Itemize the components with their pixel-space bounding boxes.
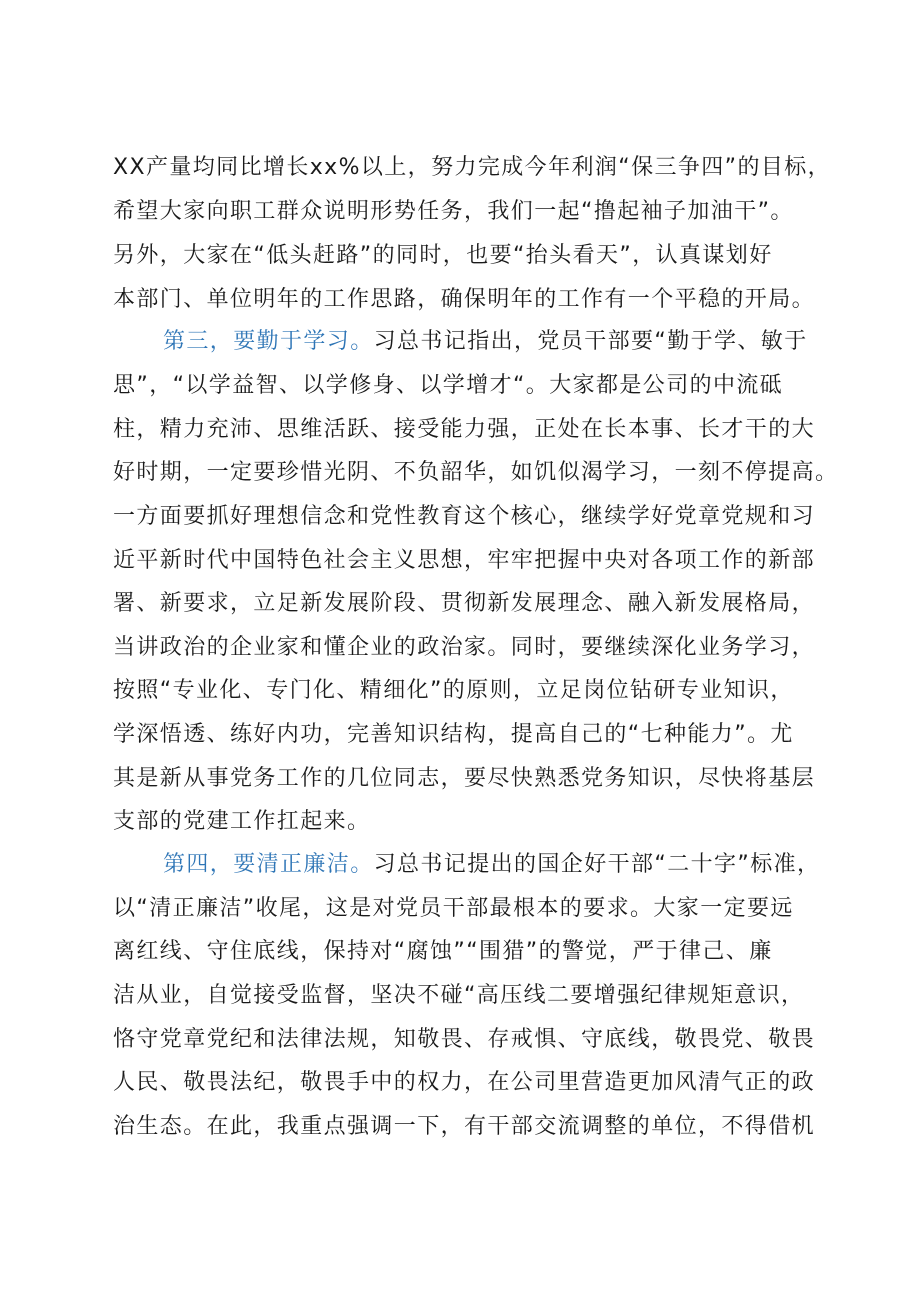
- text-line: 支部的党建工作扛起来。: [113, 809, 371, 834]
- text-line: 恪守党章党纪和法律法规，知敬畏、存戒惧、守底线，敬畏党、敬畏: [113, 1027, 816, 1052]
- text-line: 学深悟透、练好内功，完善知识结构，提高自己的“七种能力”。尤: [113, 722, 794, 747]
- text-line: 本部门、单位明年的工作思路，确保明年的工作有一个平稳的开局。: [113, 287, 816, 312]
- text-line-content: 习总书记提出的国企好干部“二十字”标准，: [373, 852, 821, 877]
- text-line: 其是新从事党务工作的几位同志，要尽快熟悉党务知识，尽快将基层: [113, 766, 816, 791]
- section-three-line: [163, 322, 833, 362]
- text-line: 一方面要抓好理想信念和党性教育这个核心，继续学好党章党规和习: [113, 504, 816, 529]
- text-line: 人民、敬畏法纪，敬畏手中的权力，在公司里营造更加风清气正的政: [113, 1070, 816, 1095]
- section-three-heading: 第三，要勤于学习。: [163, 329, 374, 354]
- text-line: 好时期，一定要珍惜光阴、不负韶华，如饥似渴学习，一刻不停提高。: [113, 460, 839, 485]
- text-line: XX产量均同比增长xx%以上，努力完成今年利润“保三争四”的目标，: [113, 155, 832, 180]
- text-line: 思”，“以学益智、以学修身、以学增才“。大家都是公司的中流砥: [113, 373, 784, 398]
- text-line: 洁从业，自觉接受监督，坚决不碰“高压线二要增强纪律规矩意识，: [113, 983, 805, 1008]
- text-line: 以“清正廉洁”收尾，这是对党员干部最根本的要求。大家一定要远: [113, 896, 794, 921]
- text-line: 署、新要求，立足新发展阶段、贯彻新发展理念、融入新发展格局，: [113, 591, 816, 616]
- text-line: 按照“专业化、专门化、精细化”的原则，立足岗位钻研专业知识，: [113, 678, 794, 703]
- text-line: 希望大家向职工群众说明形势任务，我们一起“撸起袖子加油干”。: [113, 199, 794, 224]
- text-line: 近平新时代中国特色社会主义思想，牢牢把握中央对各项工作的新部: [113, 548, 816, 573]
- text-line: 当讲政治的企业家和懂企业的政治家。同时，要继续深化业务学习，: [113, 635, 816, 660]
- text-line-content: 习总书记指出，党员干部要“勤于学、敏于: [373, 329, 808, 354]
- section-four-heading: 第四，要清正廉洁。: [163, 852, 374, 877]
- text-line: 柱，精力充沛、思维活跃、接受能力强，正处在长本事、长才干的大: [113, 417, 816, 442]
- section-four-line: [163, 845, 833, 885]
- text-line: 治生态。在此，我重点强调一下，有干部交流调整的单位，不得借机: [113, 1114, 816, 1139]
- text-line: 离红线、守住底线，保持对“腐蚀”“围猎”的警觉，严于律己、廉: [113, 939, 773, 964]
- text-line: 另外，大家在“低头赶路”的同时，也要“抬头看天”，认真谋划好: [113, 243, 773, 268]
